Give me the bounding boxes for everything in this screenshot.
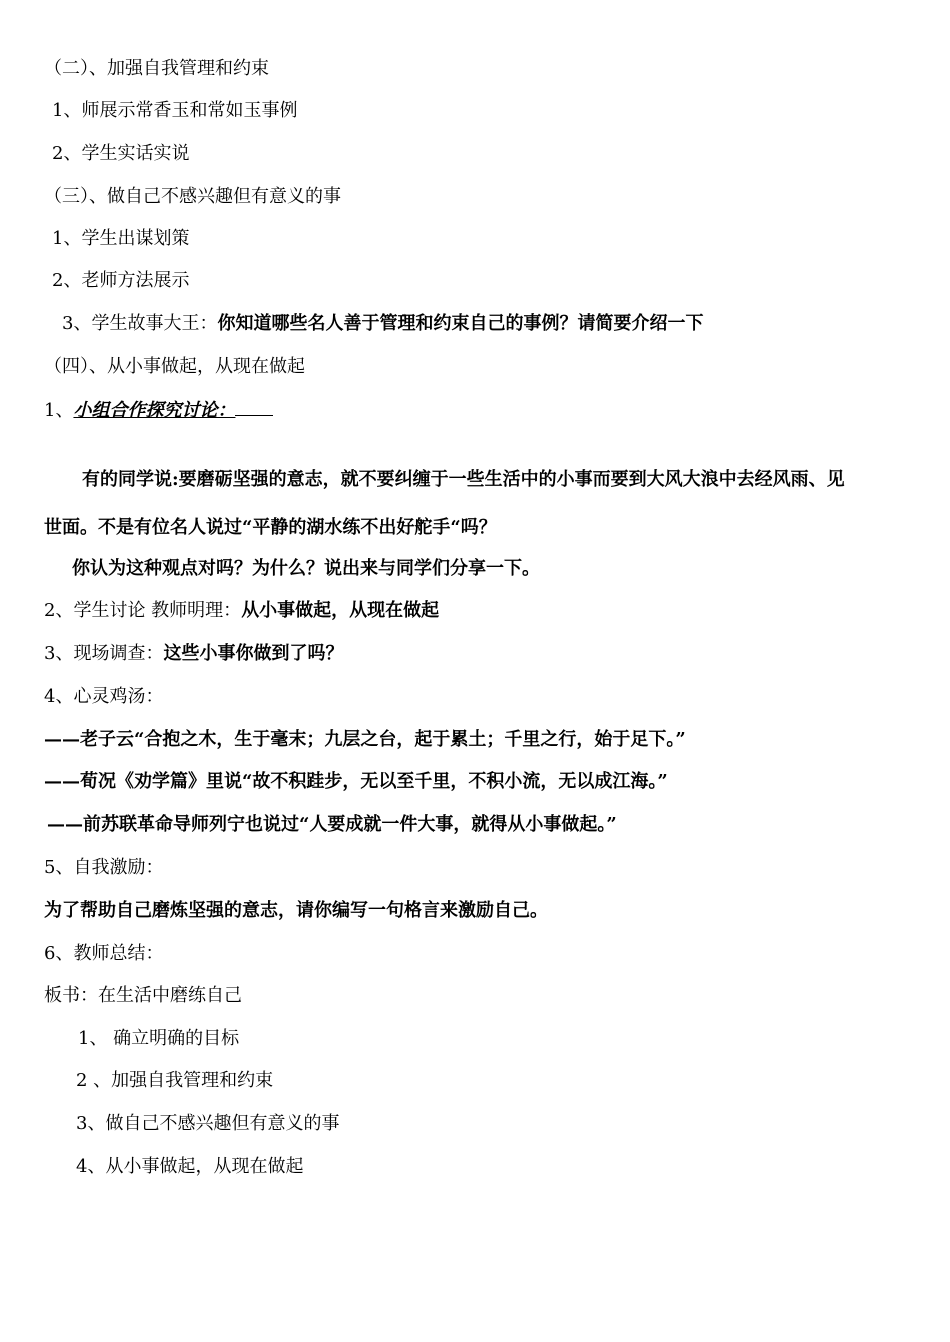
section-2-heading: （二）、加强自我管理和约束: [44, 58, 269, 79]
section-3-item-3: [62, 312, 703, 336]
section-3-item-3-prefix: 3、学生故事大王：: [62, 313, 218, 334]
section-4-heading: （四）、从小事做起，从现在做起: [44, 356, 305, 377]
section-3-item-3-text: 你知道哪些名人善于管理和约束自己的事例？请简要介绍一下: [217, 313, 704, 334]
section-4-item-5: 5、自我激励：: [44, 857, 164, 878]
section-4-item-2-text: 从小事做起，从现在做起: [241, 600, 440, 621]
section-4-item-1-title: 小组合作探究讨论：: [73, 400, 236, 421]
section-2-item-1: 1、师展示常香玉和常如玉事例: [52, 100, 298, 121]
board-point-1: 1、 确立明确的目标: [78, 1028, 240, 1049]
section-4-item-6: 6、教师总结：: [44, 943, 164, 964]
section-2-item-2: 2、学生实话实说: [52, 143, 190, 164]
section-4-item-2: [44, 599, 439, 623]
section-3-item-2: 2、老师方法展示: [52, 270, 190, 291]
underline-blank: [235, 397, 273, 416]
board-point-2: 2 、加强自我管理和约束: [76, 1070, 274, 1091]
passage-line-1: 有的同学说:要磨砺坚强的意志，就不要纠缠于一些生活中的小事而要到大风大浪中去经风雨、见: [82, 469, 845, 490]
section-4-item-3-text: 这些小事你做到了吗？: [163, 643, 344, 664]
passage-line-3: 你认为这种观点对吗？为什么？说出来与同学们分享一下。: [72, 558, 540, 579]
quote-laozi: ——老子云“合抱之木，生于毫末；九层之台，起于累土；千里之行，始于足下。”: [44, 729, 686, 750]
board-title: 板书：在生活中磨练自己: [44, 985, 242, 1006]
section-4-item-1: [44, 397, 273, 423]
board-point-4: 4、从小事做起，从现在做起: [76, 1156, 304, 1177]
section-4-item-1-prefix: 1、: [44, 400, 74, 421]
board-point-3: 3、做自己不感兴趣但有意义的事: [76, 1113, 340, 1134]
section-4-item-4: 4、心灵鸡汤：: [44, 686, 164, 707]
section-4-item-2-prefix: 2、学生讨论 教师明理：: [44, 600, 242, 621]
section-4-item-3-prefix: 3、现场调查：: [44, 643, 164, 664]
passage-line-2: 世面。不是有位名人说过“平静的湖水练不出好舵手“吗？: [44, 517, 497, 538]
quote-lenin: ——前苏联革命导师列宁也说过“人要成就一件大事，就得从小事做起。”: [47, 814, 617, 835]
section-3-heading: （三）、做自己不感兴趣但有意义的事: [44, 186, 341, 207]
section-4-item-3: [44, 642, 343, 666]
section-4-item-5-text: 为了帮助自己磨炼坚强的意志，请你编写一句格言来激励自己。: [44, 900, 548, 921]
quote-xunkuang: ——荀况《劝学篇》里说“故不积跬步，无以至千里，不积小流，无以成江海。”: [44, 771, 668, 792]
section-3-item-1: 1、学生出谋划策: [52, 228, 190, 249]
